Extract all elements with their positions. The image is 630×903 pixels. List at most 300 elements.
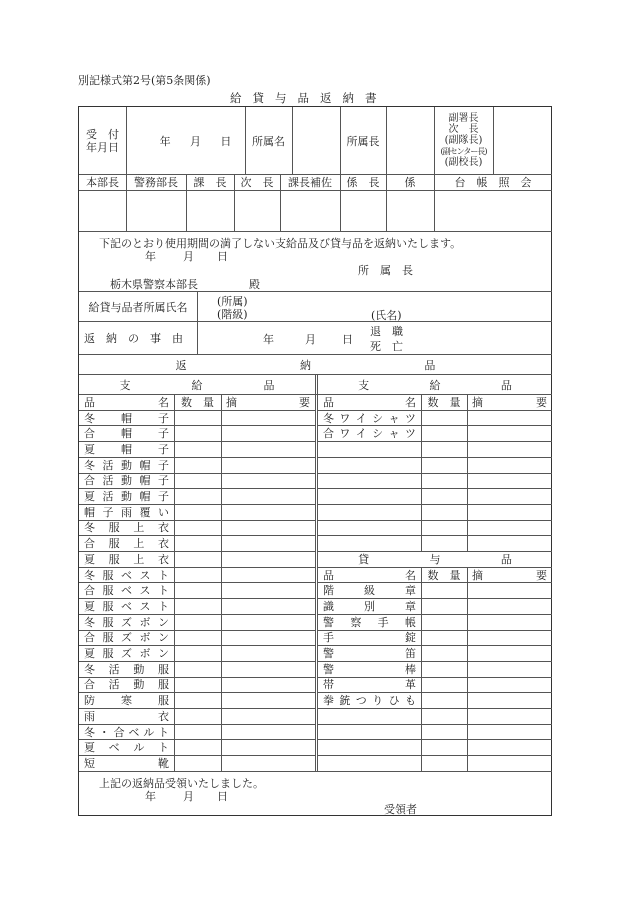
issued-left-qty-field[interactable] xyxy=(174,677,221,693)
item-name-text xyxy=(84,567,169,583)
issued-left-qty-field[interactable] xyxy=(174,441,221,457)
issued-left-item-name xyxy=(79,614,174,630)
year-label: 年 xyxy=(159,134,171,148)
issued-left-qty-field[interactable] xyxy=(174,739,221,755)
issued-left-remarks-field[interactable] xyxy=(221,661,315,677)
char: 寒 xyxy=(121,694,132,708)
col-remark-b: 要 xyxy=(536,568,547,582)
issued-left-remarks-field[interactable] xyxy=(221,677,315,693)
char: 服 xyxy=(102,631,114,645)
issued-left-qty-field[interactable] xyxy=(174,535,221,551)
seal-box-kachohosa[interactable] xyxy=(280,191,340,231)
char: ズ xyxy=(121,647,132,661)
seal-box-jicho[interactable] xyxy=(234,191,280,231)
issued-left-qty-field[interactable] xyxy=(174,504,221,520)
char: 服 xyxy=(108,521,120,535)
declaration-year: 年 xyxy=(145,250,156,263)
affiliation-name-label: 所属名 xyxy=(252,134,285,148)
title-char: 支 xyxy=(358,378,370,392)
issued-left-qty-field[interactable] xyxy=(174,692,221,708)
receipt-day: 日 xyxy=(217,790,228,803)
issued-left-remarks-field[interactable] xyxy=(221,457,315,473)
issued-right-qty-field[interactable] xyxy=(421,425,467,441)
char: い xyxy=(158,505,169,519)
char: 覆 xyxy=(139,505,151,519)
char: 子 xyxy=(158,442,169,456)
issued-right-remarks-field[interactable] xyxy=(467,441,552,457)
receipt-label-2: 年月日 xyxy=(86,140,119,154)
issued-left-remarks-field[interactable] xyxy=(221,692,315,708)
char: ト xyxy=(157,741,169,755)
issued-left-remarks-field[interactable] xyxy=(221,614,315,630)
char: 上 xyxy=(133,537,145,551)
char: ベ xyxy=(121,584,132,598)
loaned-qty-field[interactable] xyxy=(421,645,467,661)
char: 子 xyxy=(158,458,169,472)
issued-left-qty-field[interactable] xyxy=(174,708,221,724)
issued-left-remarks-field[interactable] xyxy=(221,441,315,457)
issued-right-remarks-field[interactable] xyxy=(467,504,552,520)
deputy-label: 次 長 xyxy=(448,124,479,135)
issued-left-qty-field[interactable] xyxy=(174,425,221,441)
issued-left-remarks-field[interactable] xyxy=(221,520,315,536)
col-remark-b: 要 xyxy=(536,395,547,409)
holder-label: 給貸与品者所属氏名 xyxy=(88,300,188,314)
char: 錠 xyxy=(405,631,416,645)
loaned-remarks-field[interactable] xyxy=(467,630,552,646)
char: 上 xyxy=(133,521,145,535)
char: ン xyxy=(158,631,169,645)
char: ベ xyxy=(108,741,120,755)
issued-left-item-name xyxy=(79,724,174,740)
char: ル xyxy=(133,741,145,755)
item-name-text xyxy=(84,645,169,661)
item-name-text xyxy=(84,410,169,426)
char: ズ xyxy=(121,615,132,629)
loaned-items-title xyxy=(318,551,552,567)
char: 冬 xyxy=(84,568,95,582)
issued-right-remarks-field[interactable] xyxy=(467,425,552,441)
issued-left-item-name xyxy=(79,708,174,724)
char: 活 xyxy=(108,662,120,676)
loaned-item-name xyxy=(318,661,421,677)
issued-left-remarks-field[interactable] xyxy=(221,739,315,755)
issued-left-remarks-field[interactable] xyxy=(221,410,315,426)
char: 子 xyxy=(158,490,169,504)
char: シ xyxy=(372,411,384,425)
issued-right-remarks-field[interactable] xyxy=(467,457,552,473)
declaration-addressee: 栃木県警察本部長 xyxy=(110,278,198,291)
issued-left-col-name-header xyxy=(79,394,174,410)
col-name-b: 名 xyxy=(405,568,416,582)
loaned-item-name xyxy=(318,582,421,598)
issued-left-qty-field[interactable] xyxy=(174,457,221,473)
issued-left-qty-field[interactable] xyxy=(174,661,221,677)
char: 冬 xyxy=(84,411,95,425)
col-remark-a: 摘 xyxy=(472,395,483,409)
holder-name-placeholder: (氏名) xyxy=(371,309,402,322)
char: 帽 xyxy=(139,458,151,472)
item-name-text xyxy=(84,598,169,614)
char: 冬 xyxy=(84,521,95,535)
issued-left-remarks-field[interactable] xyxy=(221,630,315,646)
seal-box-kakaricho[interactable] xyxy=(340,191,386,231)
issued-right-item-name xyxy=(318,425,421,441)
issued-left-qty-field[interactable] xyxy=(174,520,221,536)
item-name-text xyxy=(84,441,169,457)
issued-left-item-name xyxy=(79,661,174,677)
issued-left-item-name xyxy=(79,645,174,661)
issued-left-qty-field[interactable] xyxy=(174,473,221,489)
declaration-honorific: 殿 xyxy=(249,278,260,291)
issued-right-item-name xyxy=(318,504,421,520)
char: 合 xyxy=(84,427,95,441)
char: ベ xyxy=(121,599,132,613)
char: ト xyxy=(157,725,169,739)
loaned-qty-field[interactable] xyxy=(421,677,467,693)
issued-left-item-name xyxy=(79,598,174,614)
loaned-qty-field[interactable] xyxy=(421,739,467,755)
col-name-a: 品 xyxy=(84,395,95,409)
char: ひ xyxy=(388,694,400,708)
char: 防 xyxy=(84,694,95,708)
char: 警 xyxy=(323,647,334,661)
issued-left-qty-field[interactable] xyxy=(174,630,221,646)
issued-left-item-name xyxy=(79,473,174,489)
issued-left-remarks-field[interactable] xyxy=(221,535,315,551)
loaned-remarks-field[interactable] xyxy=(467,755,552,771)
char: 冬 xyxy=(84,725,95,739)
issued-left-remarks-field[interactable] xyxy=(221,598,315,614)
item-name-text xyxy=(323,410,416,426)
char: ベ xyxy=(121,568,132,582)
deputy-label: (副校長) xyxy=(444,157,483,168)
char: ル xyxy=(143,725,155,739)
approval-header-kacho: 課 長 xyxy=(193,176,227,189)
approval-header-kakaricho: 係 長 xyxy=(346,176,380,189)
receipt-month: 月 xyxy=(183,790,194,803)
char: 棒 xyxy=(405,662,416,676)
seal-box-keimubucho[interactable] xyxy=(126,191,186,231)
issued-left-item-name xyxy=(79,504,174,520)
issued-right-qty-field[interactable] xyxy=(421,488,467,504)
issued-left-qty-field[interactable] xyxy=(174,645,221,661)
char: 雨 xyxy=(84,709,95,723)
char: 雨 xyxy=(121,505,132,519)
loaned-qty-field[interactable] xyxy=(421,630,467,646)
loaned-qty-field[interactable] xyxy=(421,724,467,740)
item-name-text xyxy=(84,551,169,567)
char: 靴 xyxy=(158,756,169,770)
issued-left-remarks-field[interactable] xyxy=(221,425,315,441)
loaned-remarks-field[interactable] xyxy=(467,708,552,724)
char: 服 xyxy=(158,694,169,708)
title-char: 品 xyxy=(263,378,275,392)
issued-left-remarks-field[interactable] xyxy=(221,582,315,598)
item-name-text xyxy=(323,677,416,693)
issued-left-qty-field[interactable] xyxy=(174,755,221,771)
approval-header-honbucho: 本部長 xyxy=(86,176,119,189)
issued-left-remarks-field[interactable] xyxy=(221,755,315,771)
char: 合 xyxy=(84,678,95,692)
item-name-text xyxy=(84,739,169,755)
col-name-b: 名 xyxy=(158,395,169,409)
loaned-remarks-field[interactable] xyxy=(467,692,552,708)
issued-right-col-name-header xyxy=(318,394,421,410)
issued-left-item-name xyxy=(79,520,174,536)
loaned-remarks-field[interactable] xyxy=(467,582,552,598)
issued-right-item-name xyxy=(318,457,421,473)
char: 警 xyxy=(323,615,334,629)
loaned-item-name xyxy=(318,708,421,724)
issued-right-item-name xyxy=(318,441,421,457)
char: 銃 xyxy=(339,694,351,708)
reason-year: 年 xyxy=(263,333,274,346)
char: イ xyxy=(355,411,367,425)
char: 衣 xyxy=(158,709,169,723)
char: 動 xyxy=(121,490,132,504)
item-name-text xyxy=(84,457,169,473)
char: つ xyxy=(355,694,367,708)
returned-items-title xyxy=(79,355,552,374)
page-title: 給貸与品返納書 xyxy=(230,91,388,105)
issued-left-item-name xyxy=(79,677,174,693)
char: ボ xyxy=(139,615,151,629)
seal-box-daicho-shokai[interactable] xyxy=(434,191,552,231)
issued-items-title-left xyxy=(79,375,315,394)
issued-right-remarks-field[interactable] xyxy=(467,535,552,551)
char: 夏 xyxy=(84,599,95,613)
loaned-qty-field[interactable] xyxy=(421,692,467,708)
issued-right-item-name xyxy=(318,488,421,504)
issued-left-item-name xyxy=(79,630,174,646)
char: 識 xyxy=(323,599,334,613)
char: 服 xyxy=(108,537,120,551)
deputy-label: 副署長 xyxy=(448,113,479,124)
char: 衣 xyxy=(157,521,169,535)
loaned-remarks-field[interactable] xyxy=(467,724,552,740)
loaned-qty-field[interactable] xyxy=(421,755,467,771)
loaned-item-name xyxy=(318,598,421,614)
loaned-qty-field[interactable] xyxy=(421,708,467,724)
issued-left-qty-field[interactable] xyxy=(174,410,221,426)
issued-left-item-name xyxy=(79,551,174,567)
loaned-item-name xyxy=(318,630,421,646)
deputy-label: (副センター長) xyxy=(440,147,487,156)
char: 上 xyxy=(133,552,145,566)
loaned-col-qty-header: 数 量 xyxy=(427,568,461,582)
title-char: 支 xyxy=(119,378,131,392)
issued-left-col-remarks-header xyxy=(221,394,315,410)
loaned-remarks-field[interactable] xyxy=(467,614,552,630)
title-char: 納 xyxy=(299,358,311,372)
issued-left-qty-field[interactable] xyxy=(174,598,221,614)
char: 服 xyxy=(102,647,114,661)
char: ン xyxy=(158,615,169,629)
affiliation-name-field[interactable] xyxy=(292,107,340,174)
declaration-day: 日 xyxy=(217,250,228,263)
issued-left-remarks-field[interactable] xyxy=(221,567,315,583)
item-name-text xyxy=(84,535,169,551)
title-char: 給 xyxy=(191,378,203,392)
issued-left-qty-field[interactable] xyxy=(174,567,221,583)
char: 子 xyxy=(102,505,114,519)
col-remark-b: 要 xyxy=(299,395,310,409)
char: 服 xyxy=(157,678,169,692)
issued-right-qty-field[interactable] xyxy=(421,441,467,457)
approval-header-kakari: 係 xyxy=(404,176,416,189)
loaned-qty-field[interactable] xyxy=(421,614,467,630)
issued-right-remarks-field[interactable] xyxy=(467,488,552,504)
issued-left-remarks-field[interactable] xyxy=(221,551,315,567)
char: 帽 xyxy=(121,411,132,425)
issued-left-qty-field[interactable] xyxy=(174,724,221,740)
char: 帽 xyxy=(139,490,151,504)
issued-right-qty-field[interactable] xyxy=(421,457,467,473)
char: 夏 xyxy=(84,741,95,755)
issued-left-item-name xyxy=(79,739,174,755)
char: 子 xyxy=(158,474,169,488)
char: 冬 xyxy=(84,662,95,676)
issued-right-remarks-field[interactable] xyxy=(467,520,552,536)
loaned-item-name xyxy=(318,724,421,740)
item-name-text xyxy=(323,582,416,598)
item-name-text xyxy=(323,614,416,630)
item-grid xyxy=(79,394,552,771)
month-label: 月 xyxy=(189,134,201,148)
char: ス xyxy=(139,599,151,613)
issued-left-qty-field[interactable] xyxy=(174,488,221,504)
loaned-remarks-field[interactable] xyxy=(467,661,552,677)
char: 子 xyxy=(158,411,169,425)
char: 手 xyxy=(323,631,334,645)
issued-right-item-name xyxy=(318,535,421,551)
char: 服 xyxy=(102,599,114,613)
loaned-remarks-field[interactable] xyxy=(467,677,552,693)
char: 服 xyxy=(108,552,120,566)
receipt-date-field[interactable] xyxy=(126,107,245,174)
seal-box-kacho[interactable] xyxy=(186,191,234,231)
issued-left-qty-field[interactable] xyxy=(174,614,221,630)
loaned-qty-field[interactable] xyxy=(421,582,467,598)
loaned-item-name xyxy=(318,739,421,755)
item-name-text xyxy=(84,488,169,504)
seal-box-honbucho[interactable] xyxy=(79,191,126,231)
loaned-item-name xyxy=(318,645,421,661)
item-name-text xyxy=(84,582,169,598)
issued-left-remarks-field[interactable] xyxy=(221,645,315,661)
issued-left-remarks-field[interactable] xyxy=(221,504,315,520)
char: 帽 xyxy=(121,427,132,441)
issued-right-col-qty-header: 数 量 xyxy=(427,395,461,409)
item-name-text xyxy=(84,755,169,771)
col-remark-a: 摘 xyxy=(472,568,483,582)
char: 動 xyxy=(133,678,145,692)
issued-right-qty-field[interactable] xyxy=(421,504,467,520)
char: ト xyxy=(158,584,169,598)
deputy-label: (副隊長) xyxy=(444,135,483,146)
issued-left-item-name xyxy=(79,457,174,473)
char: ス xyxy=(139,568,151,582)
reason-option-retirement[interactable]: 退 職 xyxy=(370,325,403,338)
deputy-head-seal-field[interactable] xyxy=(493,107,552,174)
issued-right-qty-field[interactable] xyxy=(421,410,467,426)
char: 動 xyxy=(121,458,132,472)
loaned-col-remarks-header xyxy=(467,567,552,583)
char: 階 xyxy=(323,584,334,598)
issued-left-item-name xyxy=(79,692,174,708)
loaned-remarks-field[interactable] xyxy=(467,739,552,755)
char: 衣 xyxy=(157,537,169,551)
issued-left-remarks-field[interactable] xyxy=(221,488,315,504)
char: 服 xyxy=(102,568,114,582)
issued-right-item-name xyxy=(318,520,421,536)
approval-header-daicho-shokai: 台 帳 照 会 xyxy=(454,176,532,189)
issued-left-item-name xyxy=(79,410,174,426)
char: シ xyxy=(372,427,384,441)
issued-right-qty-field[interactable] xyxy=(421,473,467,489)
issued-right-qty-field[interactable] xyxy=(421,535,467,551)
loaned-remarks-field[interactable] xyxy=(467,645,552,661)
title-char: 品 xyxy=(424,358,436,372)
reason-month: 月 xyxy=(305,333,316,346)
issued-right-remarks-field[interactable] xyxy=(467,410,552,426)
issued-right-qty-field[interactable] xyxy=(421,520,467,536)
char: ャ xyxy=(388,411,400,425)
char: ボ xyxy=(139,647,151,661)
approval-header-kachohosa: 課長補佐 xyxy=(288,176,332,189)
item-name-text xyxy=(84,692,169,708)
issued-right-remarks-field[interactable] xyxy=(467,473,552,489)
char: 夏 xyxy=(84,552,95,566)
char: り xyxy=(372,694,384,708)
char: 服 xyxy=(102,584,114,598)
char: 合 xyxy=(84,584,95,598)
issued-items-title-right xyxy=(318,375,552,394)
issued-left-qty-field[interactable] xyxy=(174,551,221,567)
loaned-remarks-field[interactable] xyxy=(467,598,552,614)
char: 笛 xyxy=(405,647,416,661)
char: 合 xyxy=(113,725,125,739)
declaration-statement: 下記のとおり使用期間の満了しない支給品及び貸与品を返納いたします。 xyxy=(99,237,462,250)
char: ト xyxy=(158,568,169,582)
receipt-label-1: 受 付 xyxy=(86,127,119,141)
char: 察 xyxy=(350,615,362,629)
issued-left-remarks-field[interactable] xyxy=(221,708,315,724)
declaration-month: 月 xyxy=(183,250,194,263)
reason-option-death[interactable]: 死 亡 xyxy=(370,340,403,353)
issued-left-remarks-field[interactable] xyxy=(221,473,315,489)
return-form-table xyxy=(78,106,552,816)
item-name-text xyxy=(84,614,169,630)
issued-right-item-name xyxy=(318,473,421,489)
approval-header-jicho: 次 長 xyxy=(240,176,274,189)
char: 合 xyxy=(84,474,95,488)
seal-box-kakari[interactable] xyxy=(386,191,434,231)
loaned-qty-field[interactable] xyxy=(421,661,467,677)
loaned-qty-field[interactable] xyxy=(421,598,467,614)
issued-left-remarks-field[interactable] xyxy=(221,724,315,740)
issued-left-qty-field[interactable] xyxy=(174,582,221,598)
item-name-text xyxy=(84,661,169,677)
char: 合 xyxy=(84,631,95,645)
title-char: 返 xyxy=(175,358,187,372)
char: も xyxy=(404,694,416,708)
issued-left-item-name xyxy=(79,755,174,771)
item-name-text xyxy=(323,661,416,677)
item-name-text xyxy=(323,630,416,646)
affiliation-head-seal-field[interactable] xyxy=(386,107,434,174)
